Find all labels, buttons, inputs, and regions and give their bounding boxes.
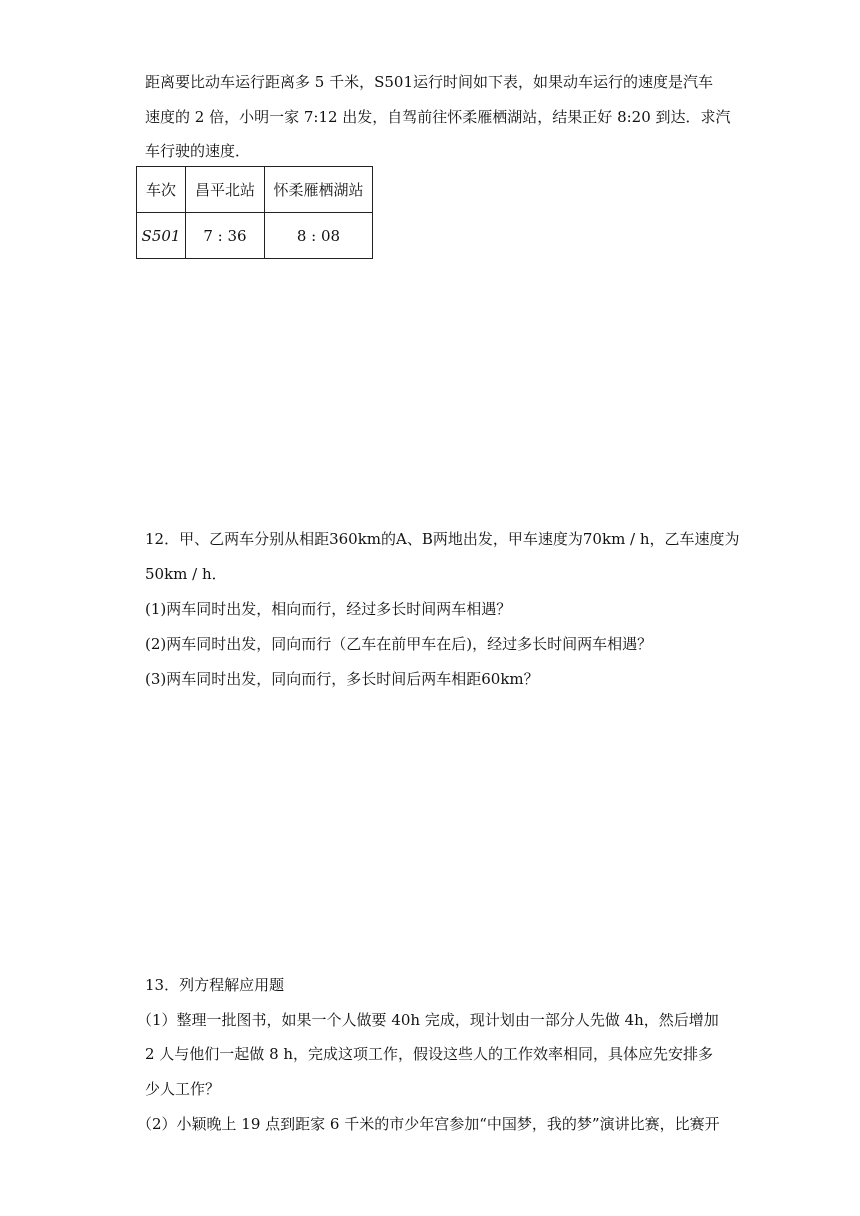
table-row [137,213,373,259]
problem-11-line-2: 速度的 2 倍，小明一家 7:12 出发，自驾前往怀柔雁栖湖站，结果正好 8:20 到达．求汽 [145,108,731,126]
problem-13-part-2-line-1: （2）小颖晚上 19 点到距家 6 千米的市少年宫参加“中国梦，我的梦”演讲比赛，比赛开 [137,1115,720,1133]
problem-12-question-1: (1)两车同时出发，相向而行，经过多长时间两车相遇？ [145,600,512,618]
table-cell-arrival-time: 8 : 08 [265,213,373,259]
table-header-cell: 车次 [137,167,186,213]
problem-11-line-1: 距离要比动车运行距离多 5 千米，S501运行时间如下表，如果动车运行的速度是汽车 [145,73,713,91]
problem-12-question-2: (2)两车同时出发，同向而行（乙车在前甲车在后)，经过多长时间两车相遇？ [145,635,653,653]
train-schedule-table [136,166,373,259]
table-header-cell: 昌平北站 [186,167,265,213]
problem-13-part-1-line-3: 少人工作？ [145,1080,221,1098]
problem-13-part-1-line-2: 2 人与他们一起做 8 h，完成这项工作，假设这些人的工作效率相同，具体应先安排多 [145,1045,714,1063]
problem-12-question-3: (3)两车同时出发，同向而行，多长时间后两车相距60km？ [145,670,539,688]
problem-13-title: 13．列方程解应用题 [145,976,285,994]
problem-13-part-1-line-1: （1）整理一批图书，如果一个人做要 40h 完成，现计划由一部分人先做 4h，然后增加 [137,1011,719,1029]
problem-12-line-2: 50km / h． [145,565,227,583]
table-header-cell: 怀柔雁栖湖站 [265,167,373,213]
table-cell-train-number: S501 [137,213,186,259]
table-cell-departure-time: 7 : 36 [186,213,265,259]
problem-11-line-3: 车行驶的速度． [145,142,251,160]
problem-12-line-1: 12．甲、乙两车分别从相距360km的A、B两地出发，甲车速度为70km / h，乙车速度为 [145,530,740,548]
table-header-row [137,167,373,213]
